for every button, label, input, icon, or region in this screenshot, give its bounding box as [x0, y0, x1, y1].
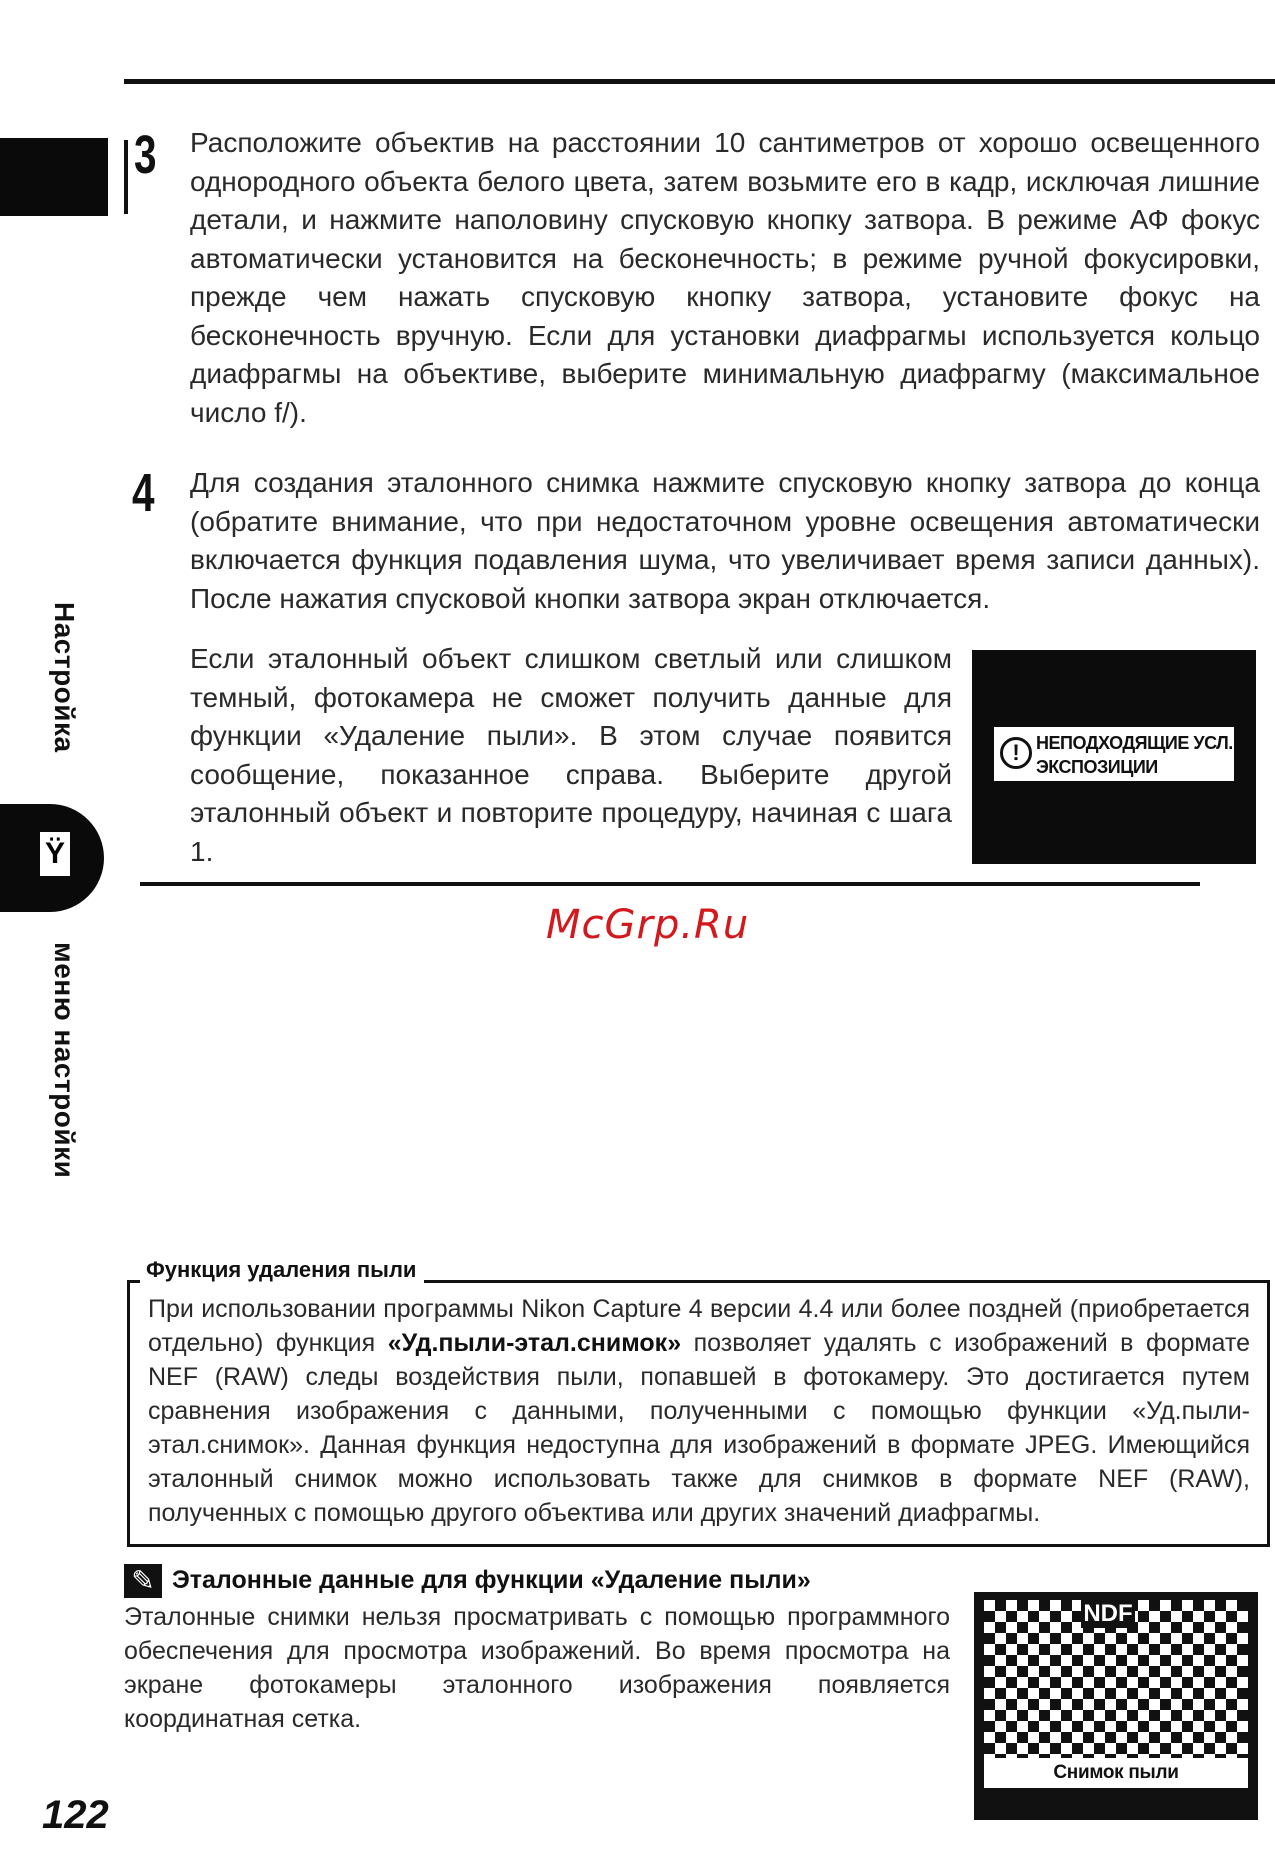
step-4-text: Для создания эталонного снимка нажмите спусковую кнопку затвора до конца (обратите внимание, что при недостаточном уровне освещения автоматически включается функция подавления шума, что увеличивает время записи данных). После нажатия спусковой кнопки затвора экран отключается. [190, 467, 1260, 614]
top-rule [124, 79, 1275, 84]
warning-icon: ! [1000, 737, 1032, 769]
note-text-part-2: позволяет удалять с изображений в формате NEF (RAW) следы воздействия пыли, попавшей в фотокамеру. Это достигается путем сравнения изображения с данными, полученными с помощью функции «Уд.пыли-этал.снимок». Данная функция недоступна для изображений в формате JPEG. Имеющийся эталонный снимок можно использовать также для снимков в формате NEF (RAW), полученных с помощью другого объектива или других значений диафрагмы. [148, 1329, 1250, 1527]
step-3-number: 3 [134, 125, 157, 185]
note-text-bold: «Уд.пыли-этал.снимок» [387, 1329, 682, 1357]
watermark: McGrp.Ru [546, 902, 750, 948]
step-marker-bar [124, 140, 128, 214]
sidebar-section-label: Настройка [49, 602, 80, 753]
pencil-icon: ✎ [124, 1564, 162, 1598]
tip-text: Эталонные снимки нельзя просматривать с помощью программного обеспечения для просмотра изображений. Во время просмотра на экране фотокамеры эталонного изображения появляется координатная сетка. [124, 1603, 950, 1733]
warning-message-box [994, 727, 1234, 781]
warning-message-line-2: ЭКСПОЗИЦИИ [1036, 757, 1158, 777]
wrench-icon: Ÿ [40, 832, 70, 876]
note-title: Функция удаления пыли [140, 1257, 424, 1283]
page-number: 122 [42, 1793, 109, 1837]
warning-message [1036, 731, 1233, 779]
section-tab-marker [0, 138, 108, 216]
warning-message-line-1: НЕПОДХОДЯЩИЕ УСЛ. [1036, 733, 1233, 753]
ndf-label: NDF [1081, 1600, 1135, 1628]
step-4-number: 4 [132, 463, 155, 523]
note-text-part-1: При использовании программы Nikon Capture 4 версии 4.4 или более поздней (приобретается отдельно) функция [148, 1295, 1250, 1357]
sidebar-subsection-label: меню настройки [49, 942, 80, 1179]
note-text [148, 1292, 1250, 1530]
ndf-caption: Снимок пыли [984, 1758, 1248, 1788]
camera-screen-illustration [972, 650, 1256, 864]
step-4-warning-text: Если эталонный объект слишком светлый или слишком темный, фотокамера не сможет получить данные для функции «Удаление пыли». В этом случае появится сообщение, показанное справа. Выберите другой эталонный объект и повторите процедуру, начиная с шага 1. [190, 643, 952, 867]
dust-reference-image [974, 1592, 1258, 1820]
step-3-text: Расположите объектив на расстоянии 10 сантиметров от хорошо освещенного однородного объекта белого цвета, затем возьмите его в кадр, исключая лишние детали, и нажмите наполовину спусковую кнопку затвора. В режиме АФ фокус автоматически установится на бесконечность; в режиме ручной фокусировки, прежде чем нажать спусковую кнопку затвора, установите фокус на бесконечность вручную. Если для установки диафрагмы используется кольцо диафрагмы на объективе, выберите минимальную диафрагму (максимальное число f/). [190, 127, 1260, 428]
section-divider [140, 882, 1200, 886]
tip-title: Эталонные данные для функции «Удаление пыли» [172, 1566, 811, 1594]
